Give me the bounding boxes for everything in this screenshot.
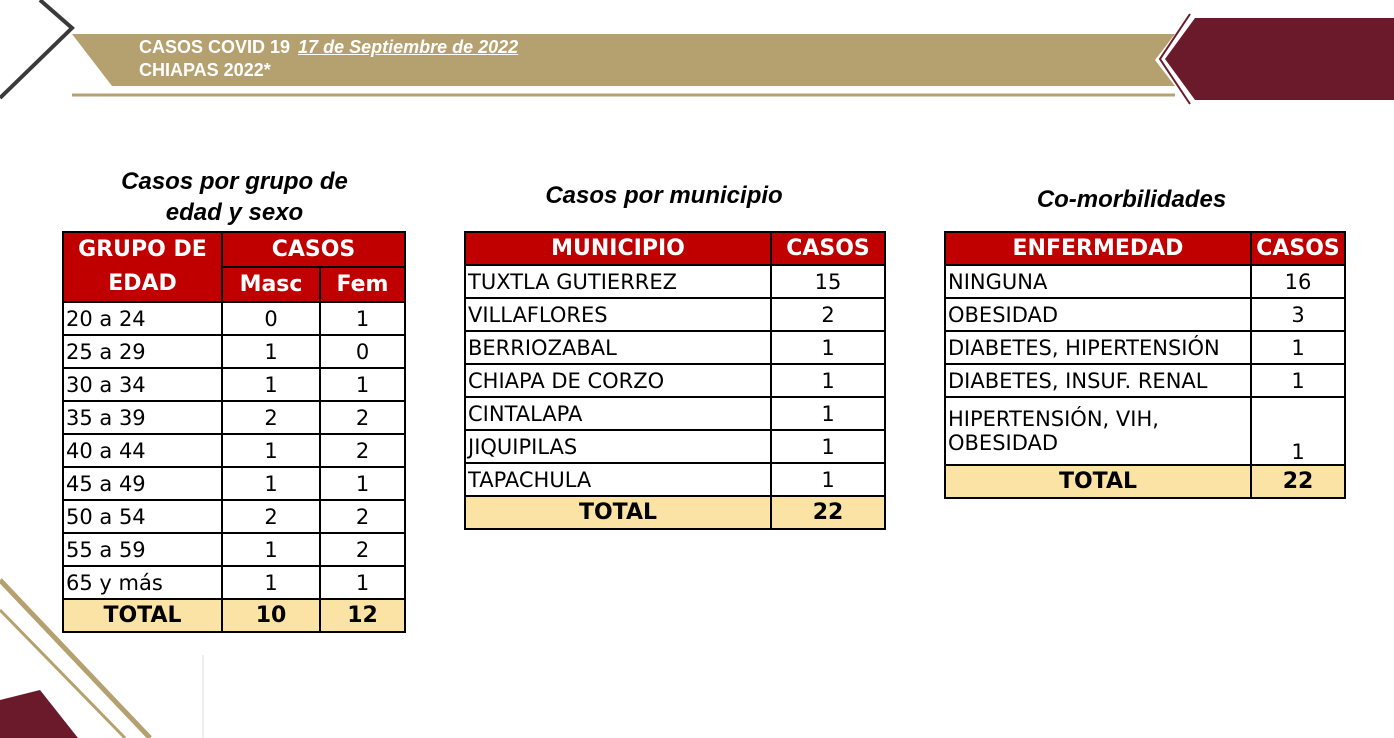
masc-cell: 1 [222,467,320,500]
total-fem: 12 [320,599,405,632]
total-row [465,496,885,529]
disease-cell: DIABETES, INSUF. RENAL [945,364,1251,397]
masc-cell: 1 [222,566,320,599]
table-row [465,430,885,463]
table-row [465,463,885,496]
table-row [945,364,1345,397]
fem-cell: 1 [320,302,405,335]
bottom-maroon-triangle [0,690,78,738]
fem-cell: 2 [320,401,405,434]
age-group-cell: 65 y más [63,566,222,599]
age-title-line1: Casos por grupo de [121,168,348,195]
cases-cell: 1 [1251,364,1345,397]
cases-cell: 1 [771,430,885,463]
fem-cell: 2 [320,434,405,467]
cases-cell: 2 [771,298,885,331]
fem-cell: 1 [320,566,405,599]
table-row [945,331,1345,364]
comorbidity-table [944,231,1346,499]
age-group-cell: 45 a 49 [63,467,222,500]
age-group-header-line2: EDAD [108,271,177,296]
cases-cell: 1 [1251,331,1345,364]
table-row [63,566,405,599]
fem-header: Fem [320,267,405,302]
masc-cell: 2 [222,401,320,434]
disease-line1: HIPERTENSIÓN, VIH, [948,407,1159,431]
disease-cell: OBESIDAD [945,298,1251,331]
masc-cell: 2 [222,500,320,533]
age-group-header-line1: GRUPO DE [78,237,207,262]
total-cases: 22 [771,496,885,529]
comorbidity-table-title: Co-morbilidades [1036,186,1227,213]
masc-cell: 1 [222,434,320,467]
municipio-table [464,231,886,530]
table-row [945,265,1345,298]
disease-line2: OBESIDAD [948,431,1059,455]
age-group-cell: 35 a 39 [63,401,222,434]
age-group-header [63,232,222,302]
maroon-banner [1165,18,1394,100]
fem-cell: 2 [320,533,405,566]
municipio-cell: VILLAFLORES [465,298,771,331]
header-date: 17 de Septiembre de 2022 [298,37,519,57]
cases-cell: 16 [1251,265,1345,298]
header-line2: CHIAPAS 2022* [139,60,271,80]
age-group-cell: 55 a 59 [63,533,222,566]
masc-cell: 0 [222,302,320,335]
table-row [63,401,405,434]
municipio-cell: TAPACHULA [465,463,771,496]
total-label: TOTAL [945,465,1251,498]
total-label: TOTAL [465,496,771,529]
fem-cell: 0 [320,335,405,368]
masc-cell: 1 [222,335,320,368]
municipio-cell: BERRIOZABAL [465,331,771,364]
header-line1: CASOS COVID 19 [139,37,291,57]
age-title-line2: edad y sexo [165,199,304,226]
table-row [63,467,405,500]
table-row [465,364,885,397]
cases-cell: 1 [771,364,885,397]
age-group-cell: 50 a 54 [63,500,222,533]
masc-cell: 1 [222,533,320,566]
municipio-cell: CINTALAPA [465,397,771,430]
cases-cell: 1 [771,331,885,364]
total-cases: 22 [1251,465,1345,498]
municipio-table-title: Casos por municipio [545,182,783,209]
age-group-cell: 20 a 24 [63,302,222,335]
age-sex-table [62,231,406,633]
cases-header: CASOS [222,232,405,267]
table-row [945,298,1345,331]
cases-cell: 1 [771,397,885,430]
total-row [945,465,1345,498]
disease-cell: NINGUNA [945,265,1251,298]
header-title [139,36,518,82]
table-row [63,335,405,368]
table-row [63,533,405,566]
table-row [63,434,405,467]
table-row [945,397,1345,465]
disease-cases-header: CASOS [1251,232,1345,265]
municipio-cell: TUXTLA GUTIERREZ [465,265,771,298]
disease-header: ENFERMEDAD [945,232,1251,265]
cases-cell: 1 [771,463,885,496]
age-group-cell: 30 a 34 [63,368,222,401]
cases-cell: 15 [771,265,885,298]
chevron-line-decoration [0,0,72,98]
masc-cell: 1 [222,368,320,401]
disease-cell: DIABETES, HIPERTENSIÓN [945,331,1251,364]
cases-cell: 1 [1251,397,1345,465]
age-group-cell: 40 a 44 [63,434,222,467]
masc-header: Masc [222,267,320,302]
age-table-title [62,166,407,228]
cases-cell: 3 [1251,298,1345,331]
total-row [63,599,405,632]
municipio-cell: JIQUIPILAS [465,430,771,463]
fem-cell: 1 [320,467,405,500]
table-row [465,298,885,331]
municipio-header: MUNICIPIO [465,232,771,265]
fem-cell: 1 [320,368,405,401]
table-row [63,302,405,335]
disease-cell [945,397,1251,465]
table-row [465,265,885,298]
table-row [465,331,885,364]
total-masc: 10 [222,599,320,632]
age-group-cell: 25 a 29 [63,335,222,368]
total-label: TOTAL [63,599,222,632]
table-row [63,368,405,401]
fem-cell: 2 [320,500,405,533]
municipio-cases-header: CASOS [771,232,885,265]
municipio-cell: CHIAPA DE CORZO [465,364,771,397]
table-row [465,397,885,430]
table-row [63,500,405,533]
